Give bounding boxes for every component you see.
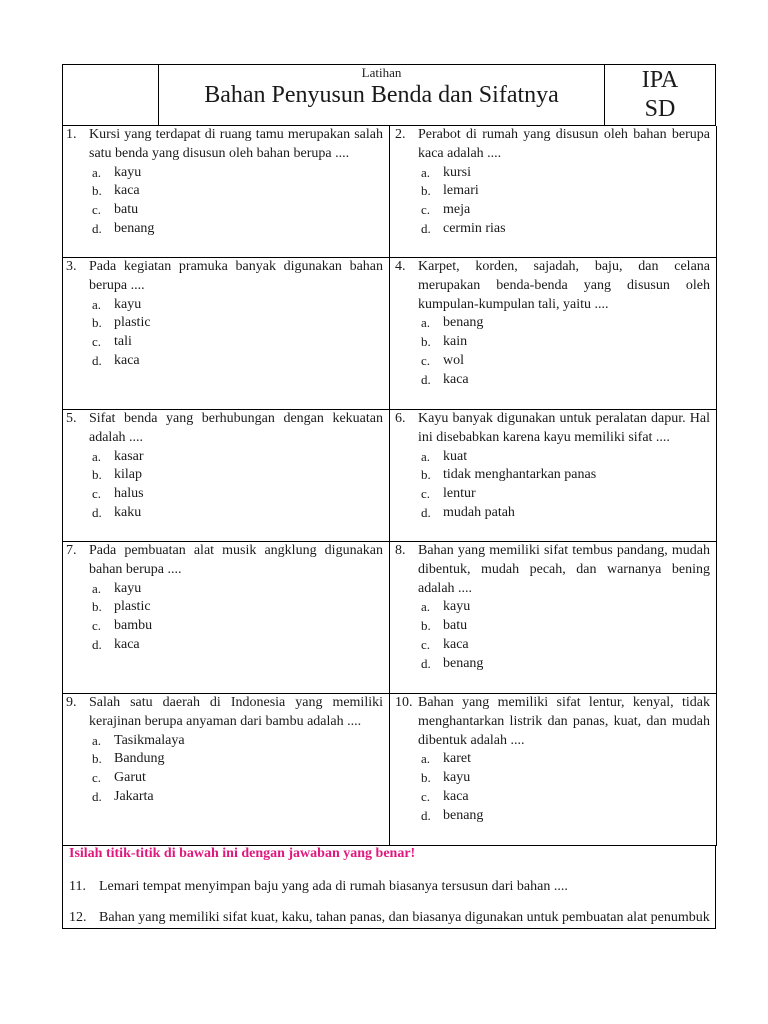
option-text: mudah patah xyxy=(443,504,515,520)
option-letter: a. xyxy=(421,448,431,464)
option-text: kaca xyxy=(114,352,140,368)
question-text: Kursi yang terdapat di ruang tamu merupakan salah satu benda yang disusun oleh bahan berupa .... xyxy=(89,127,383,161)
question-item xyxy=(63,258,389,371)
answer-option xyxy=(421,164,716,183)
option-letter: b. xyxy=(421,618,431,634)
option-text: kaca xyxy=(114,183,140,199)
answer-options xyxy=(421,750,716,825)
question-item xyxy=(63,126,389,239)
answer-option xyxy=(421,769,716,788)
option-text: kasar xyxy=(114,448,144,464)
answer-option xyxy=(92,504,389,523)
option-letter: a. xyxy=(421,599,431,615)
essay-item-number: 11. xyxy=(69,879,86,894)
option-text: benang xyxy=(114,220,155,236)
answer-option xyxy=(421,333,716,352)
option-text: kayu xyxy=(443,599,471,615)
option-text: plastic xyxy=(114,599,151,615)
answer-option xyxy=(92,333,389,352)
page-title: Bahan Penyusun Benda dan Sifatnya xyxy=(204,82,559,108)
question-number: 3. xyxy=(66,259,77,274)
answer-options xyxy=(421,598,716,673)
header-subtitle: Latihan xyxy=(361,65,402,80)
essay-item-text: Bahan yang memiliki sifat kuat, kaku, tahan panas, dan biasanya digunakan untuk pembuatan alat penumbuk xyxy=(99,910,710,925)
option-letter: b. xyxy=(92,599,102,615)
answer-options xyxy=(92,580,389,655)
answer-option xyxy=(421,655,716,674)
option-letter: b. xyxy=(92,751,102,767)
header-subject-cell xyxy=(605,65,716,126)
option-text: kuat xyxy=(443,448,468,464)
option-letter: c. xyxy=(92,618,102,634)
answer-options xyxy=(421,314,716,389)
option-text: kursi xyxy=(443,164,471,180)
question-number: 2. xyxy=(395,127,406,142)
option-text: kayu xyxy=(443,770,471,786)
answer-option xyxy=(92,732,389,751)
essay-item-text: Lemari tempat menyimpan baju yang ada di rumah biasanya tersusun dari bahan .... xyxy=(99,879,568,894)
option-letter: c. xyxy=(92,770,102,786)
option-text: kilap xyxy=(114,467,142,483)
option-text: kain xyxy=(443,334,468,350)
answer-option xyxy=(421,617,716,636)
option-letter: a. xyxy=(421,315,431,331)
level-label: SD xyxy=(644,96,676,122)
answer-option xyxy=(92,182,389,201)
option-letter: c. xyxy=(92,202,102,218)
answer-option xyxy=(421,314,716,333)
question-number: 7. xyxy=(66,543,77,558)
option-letter: d. xyxy=(421,807,431,823)
essay-item xyxy=(69,910,710,926)
option-letter: b. xyxy=(421,183,431,199)
option-letter: c. xyxy=(421,486,431,502)
option-letter: b. xyxy=(421,770,431,786)
answer-options xyxy=(92,732,389,807)
option-letter: b. xyxy=(421,334,431,350)
option-text: benang xyxy=(443,315,484,331)
question-text: Bahan yang memiliki sifat tembus pandang, mudah dibentuk, mudah pecah, dan warnanya bening adalah .... xyxy=(418,543,710,596)
question-cell xyxy=(63,258,390,410)
question-text: Sifat benda yang berhubungan dengan kekuatan adalah .... xyxy=(89,411,383,445)
question-item xyxy=(63,694,389,807)
question-item xyxy=(63,542,389,655)
option-letter: d. xyxy=(92,788,102,804)
answer-option xyxy=(92,598,389,617)
answer-option xyxy=(92,201,389,220)
question-row xyxy=(63,126,717,258)
worksheet xyxy=(62,64,716,929)
question-row xyxy=(63,694,717,846)
answer-option xyxy=(421,466,716,485)
option-text: Tasikmalaya xyxy=(114,732,185,748)
option-text: batu xyxy=(114,202,139,218)
question-cell xyxy=(390,694,717,846)
option-letter: a. xyxy=(92,580,102,596)
question-item xyxy=(390,410,716,523)
option-letter: c. xyxy=(421,352,431,368)
question-number: 4. xyxy=(395,259,406,274)
answer-option xyxy=(421,220,716,239)
option-letter: a. xyxy=(92,164,102,180)
answer-option xyxy=(92,466,389,485)
question-item xyxy=(63,410,389,523)
answer-options xyxy=(92,164,389,239)
option-text: plastic xyxy=(114,315,151,331)
option-letter: d. xyxy=(421,504,431,520)
question-number: 8. xyxy=(395,543,406,558)
option-letter: b. xyxy=(92,315,102,331)
question-cell xyxy=(63,542,390,694)
option-letter: c. xyxy=(421,202,431,218)
question-row xyxy=(63,542,717,694)
option-text: tidak menghantarkan panas xyxy=(443,467,597,483)
option-text: kaca xyxy=(114,636,140,652)
option-text: wol xyxy=(443,352,464,368)
question-row xyxy=(63,410,717,542)
answer-option xyxy=(421,448,716,467)
option-letter: d. xyxy=(92,636,102,652)
question-cell xyxy=(63,694,390,846)
answer-option xyxy=(421,788,716,807)
option-text: lentur xyxy=(443,486,476,502)
option-text: benang xyxy=(443,807,484,823)
option-letter: d. xyxy=(421,655,431,671)
question-cell xyxy=(390,410,717,542)
answer-option xyxy=(92,448,389,467)
answer-option xyxy=(421,352,716,371)
question-cell xyxy=(390,126,717,258)
option-letter: c. xyxy=(421,788,431,804)
question-text: Perabot di rumah yang disusun oleh bahan berupa kaca adalah .... xyxy=(418,127,710,161)
question-cell xyxy=(390,258,717,410)
option-text: batu xyxy=(443,618,468,634)
option-text: kaca xyxy=(443,371,469,387)
answer-option xyxy=(92,617,389,636)
option-letter: c. xyxy=(421,636,431,652)
answer-option xyxy=(421,807,716,826)
option-text: kayu xyxy=(114,164,142,180)
option-text: kayu xyxy=(114,296,142,312)
option-text: kayu xyxy=(114,580,142,596)
option-text: kaku xyxy=(114,504,142,520)
option-letter: a. xyxy=(92,732,102,748)
option-letter: c. xyxy=(92,334,102,350)
question-text: Salah satu daerah di Indonesia yang memiliki kerajinan berupa anyaman dari bambu adalah .... xyxy=(89,695,383,729)
question-text: Pada kegiatan pramuka banyak digunakan bahan berupa .... xyxy=(89,259,383,293)
option-letter: a. xyxy=(92,448,102,464)
option-letter: a. xyxy=(92,296,102,312)
answer-option xyxy=(92,352,389,371)
question-row xyxy=(63,258,717,410)
question-item xyxy=(390,694,716,826)
option-letter: b. xyxy=(92,183,102,199)
answer-option xyxy=(92,296,389,315)
option-letter: d. xyxy=(421,220,431,236)
option-letter: d. xyxy=(92,504,102,520)
option-letter: d. xyxy=(92,352,102,368)
option-text: Jakarta xyxy=(114,788,154,804)
answer-option xyxy=(92,750,389,769)
question-text: Bahan yang memiliki sifat lentur, kenyal, tidak menghantarkan listrik dan panas, kuat, dan mudah dibentuk adalah .... xyxy=(418,695,710,748)
answer-option xyxy=(92,788,389,807)
answer-option xyxy=(421,371,716,390)
option-letter: c. xyxy=(92,486,102,502)
option-letter: d. xyxy=(92,220,102,236)
question-item xyxy=(390,542,716,674)
answer-options xyxy=(421,164,716,239)
question-cell xyxy=(63,126,390,258)
option-text: lemari xyxy=(443,183,479,199)
question-item xyxy=(390,258,716,390)
question-text: Pada pembuatan alat musik angklung digunakan bahan berupa .... xyxy=(89,543,383,577)
option-letter: b. xyxy=(92,467,102,483)
answer-option xyxy=(92,314,389,333)
answer-option xyxy=(92,769,389,788)
header-title-cell xyxy=(159,65,605,126)
option-text: halus xyxy=(114,486,144,502)
answer-options xyxy=(92,296,389,371)
answer-option xyxy=(421,504,716,523)
question-number: 9. xyxy=(66,695,77,710)
option-text: Bandung xyxy=(114,751,165,767)
option-text: cermin rias xyxy=(443,220,506,236)
essay-item-number: 12. xyxy=(69,910,87,925)
answer-option xyxy=(92,220,389,239)
question-text: Kayu banyak digunakan untuk peralatan dapur. Hal ini disebabkan karena kayu memiliki sifat .... xyxy=(418,411,710,445)
answer-option xyxy=(421,598,716,617)
essay-instruction: Isilah titik-titik di bawah ini dengan jawaban yang benar! xyxy=(69,846,416,861)
question-item xyxy=(390,126,716,239)
questions-table xyxy=(62,126,717,846)
option-text: benang xyxy=(443,655,484,671)
answer-option xyxy=(421,636,716,655)
subject-label: IPA xyxy=(641,67,679,93)
answer-option xyxy=(421,182,716,201)
essay-item xyxy=(69,879,568,895)
question-number: 5. xyxy=(66,411,77,426)
option-letter: a. xyxy=(421,164,431,180)
option-text: Garut xyxy=(114,770,146,786)
answer-option xyxy=(92,485,389,504)
option-letter: a. xyxy=(421,751,431,767)
option-text: kaca xyxy=(443,788,469,804)
question-cell xyxy=(390,542,717,694)
header-blank-cell xyxy=(63,65,159,126)
option-text: karet xyxy=(443,751,471,767)
worksheet-header xyxy=(62,64,716,126)
essay-section xyxy=(62,846,716,929)
option-text: kaca xyxy=(443,636,469,652)
option-letter: b. xyxy=(421,467,431,483)
answer-option xyxy=(92,636,389,655)
answer-option xyxy=(421,201,716,220)
question-number: 10. xyxy=(395,695,413,710)
question-number: 6. xyxy=(395,411,406,426)
answer-option xyxy=(421,485,716,504)
answer-option xyxy=(92,580,389,599)
option-letter: d. xyxy=(421,371,431,387)
question-number: 1. xyxy=(66,127,77,142)
question-text: Karpet, korden, sajadah, baju, dan celana merupakan benda-benda yang disusun oleh kumpulan-kumpulan tali, yaitu .... xyxy=(418,259,710,312)
answer-option xyxy=(92,164,389,183)
question-cell xyxy=(63,410,390,542)
option-text: tali xyxy=(114,334,132,350)
answer-options xyxy=(421,448,716,523)
option-text: bambu xyxy=(114,618,153,634)
answer-options xyxy=(92,448,389,523)
option-text: meja xyxy=(443,202,471,218)
answer-option xyxy=(421,750,716,769)
